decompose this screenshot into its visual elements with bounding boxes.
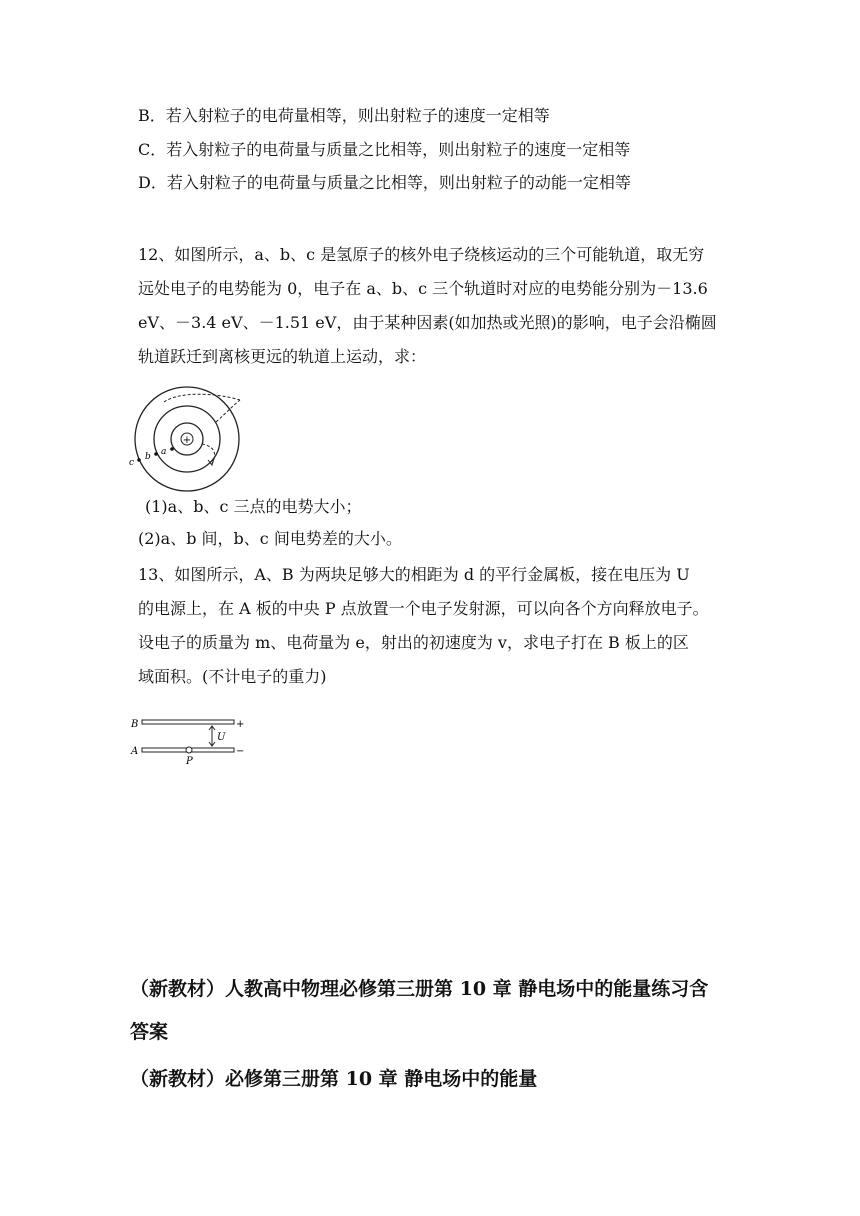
label-a: a [161,447,167,457]
plates-diagram [128,716,258,766]
orbit-diagram [128,386,248,486]
point-c [137,458,141,462]
q12-line-4: 轨道跃迁到离核更远的轨道上运动，求： [138,347,427,366]
nucleus-plus: + [182,435,192,446]
option-b: B．若入射粒子的电荷量相等，则出射粒子的速度一定相等 [138,106,550,125]
option-c: C．若入射粒子的电荷量与质量之比相等，则出射粒子的速度一定相等 [138,140,631,159]
point-b [154,452,158,456]
title-line-2: 答案 [130,1021,169,1043]
label-u: U [217,732,226,743]
subtitle: （新教材）必修第三册第 10 章 静电场中的能量 [130,1068,538,1090]
question-12 [138,238,738,374]
q13-line-3: 设电子的质量为 m、电荷量为 e，射出的初速度为 v，求电子打在 B 板上的区 [138,633,689,652]
point-a [170,447,174,451]
q13-line-2: 的电源上，在 A 板的中央 P 点放置一个电子发射源，可以向各个方向释放电子。 [138,599,709,618]
question-13 [138,558,738,694]
label-b-plate: B [131,719,139,730]
q12-line-1: 12、如图所示，a、b、c 是氢原子的核外电子绕核运动的三个可能轨道，取无穷 [138,245,705,264]
q12-sub-2: (2)a、b 间，b、c 间电势差的大小。 [138,529,402,548]
label-b: b [145,452,151,462]
title-line-1: （新教材）人教高中物理必修第三册第 10 章 静电场中的能量练习含 [130,978,709,1000]
q12-line-3: eV、－3.4 eV、－1.51 eV，由于某种因素(如加热或光照)的影响，电子会沿椭圆 [138,313,717,332]
label-minus: − [236,746,245,757]
q13-line-1: 13、如图所示，A、B 为两块足够大的相距为 d 的平行金属板，接在电压为 U [138,565,690,584]
q13-line-4: 域面积。(不计电子的重力) [138,667,327,686]
source-p [186,747,192,753]
label-p: P [186,756,193,767]
label-c: c [129,458,135,468]
q12-line-2: 远处电子的电势能为 0，电子在 a、b、c 三个轨道时对应的电势能分别为－13.6 [138,279,708,298]
label-a-plate: A [131,746,139,757]
q12-sub-1: (1)a、b、c 三点的电势大小； [145,497,362,516]
plate-b [142,720,234,724]
option-d: D．若入射粒子的电荷量与质量之比相等，则出射粒子的动能一定相等 [138,173,631,192]
label-plus: + [236,719,245,730]
